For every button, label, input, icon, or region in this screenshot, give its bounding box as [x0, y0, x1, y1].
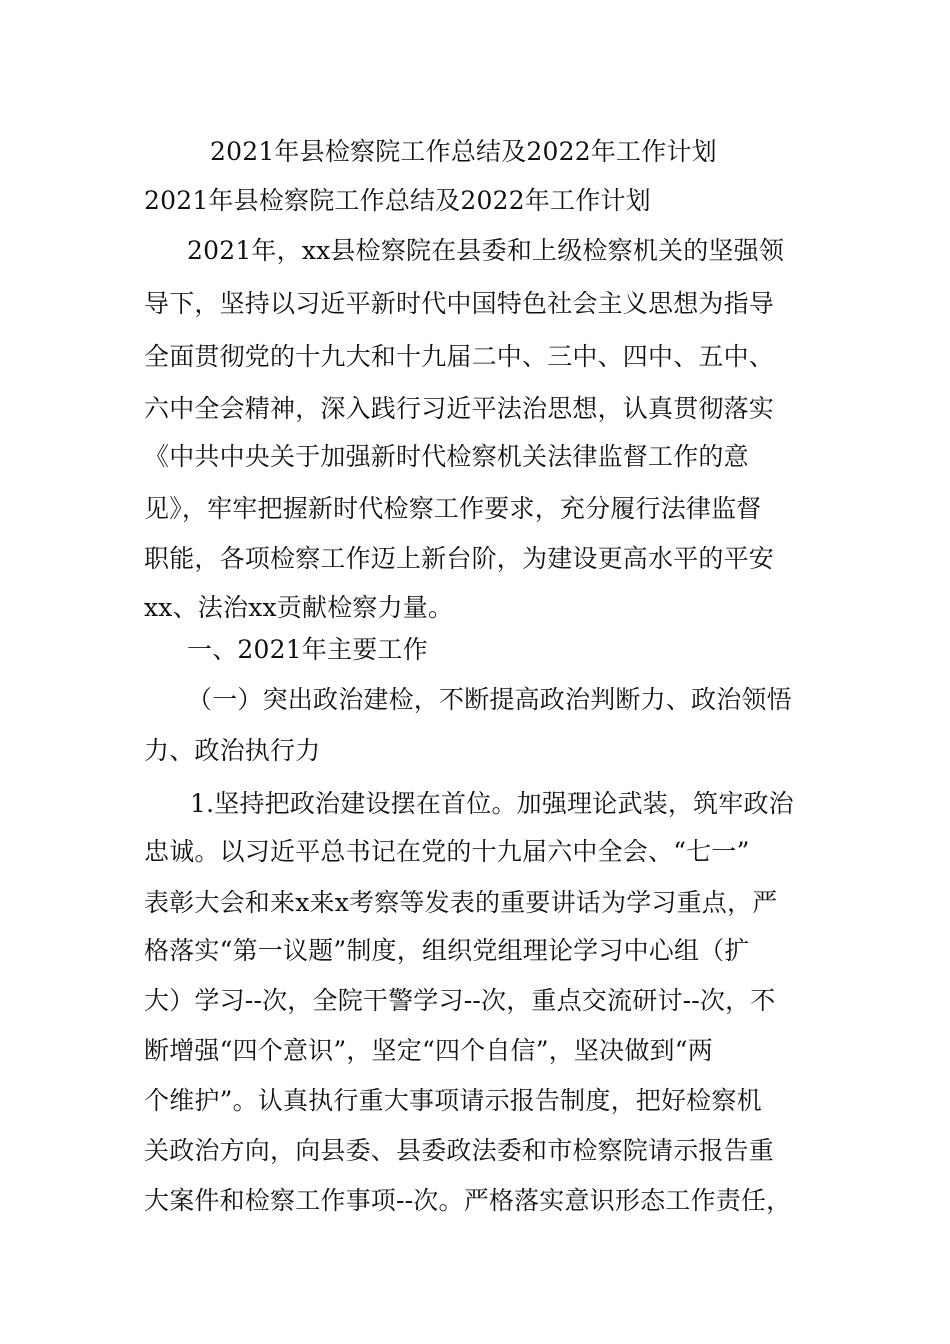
- item-line: 1.坚持把政治建设摆在首位。加强理论武装，筑牢政治: [190, 789, 794, 818]
- item-line: 断增强“四个意识”，坚定“四个自信”，坚决做到“两: [144, 1036, 713, 1065]
- document-subtitle: 2021年县检察院工作总结及2022年工作计划: [144, 186, 651, 215]
- item-line: 表彰大会和来x来x考察等发表的重要讲话为学习重点，严: [144, 888, 778, 917]
- intro-line: 全面贯彻党的十九大和十九届二中、三中、四中、五中、: [144, 342, 775, 371]
- item-line: 忠诚。以习近平总书记在党的十九届六中全会、“七一”: [144, 837, 750, 866]
- item-line: 大）学习--次，全院干警学习--次，重点交流研讨--次，不: [144, 986, 776, 1015]
- intro-line: 《中共中央关于加强新时代检察机关法律监督工作的意: [144, 442, 749, 471]
- item-line: 关政治方向，向县委、县委政法委和市检察院请示报告重: [144, 1136, 775, 1165]
- intro-line: xx、法治xx贡献检察力量。: [144, 593, 454, 622]
- subsection-heading-line: 力、政治执行力: [144, 736, 321, 765]
- item-line: 格落实“第一议题”制度，组织党组理论学习中心组（扩: [144, 936, 750, 965]
- intro-line: 见》，牢牢把握新时代检察工作要求，充分履行法律监督: [144, 494, 762, 523]
- item-line: 个维护”。认真执行重大事项请示报告制度，把好检察机: [144, 1086, 762, 1115]
- intro-line: 导下，坚持以习近平新时代中国特色社会主义思想为指导: [144, 289, 775, 318]
- document-title: 2021年县检察院工作总结及2022年工作计划: [210, 137, 717, 166]
- section-heading: 一、2021年主要工作: [187, 635, 428, 664]
- item-line: 大案件和检察工作事项--次。严格落实意识形态工作责任，: [144, 1186, 792, 1215]
- intro-line: 六中全会精神，深入践行习近平法治思想，认真贯彻落实: [144, 394, 775, 423]
- intro-line: 职能，各项检察工作迈上新台阶，为建设更高水平的平安: [144, 544, 775, 573]
- subsection-heading-line: （一）突出政治建检，不断提高政治判断力、政治领悟: [187, 685, 792, 714]
- intro-line: 2021年，xx县检察院在县委和上级检察机关的坚强领: [187, 236, 785, 265]
